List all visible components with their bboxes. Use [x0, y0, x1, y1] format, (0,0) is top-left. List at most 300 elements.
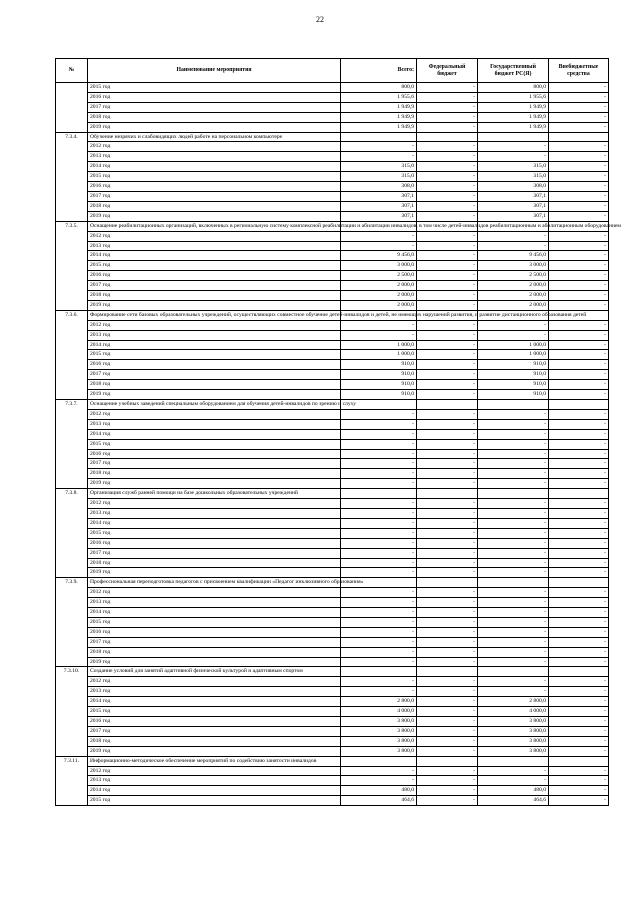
- section-title-row: [56, 132, 609, 142]
- federal-cell: -: [417, 350, 478, 360]
- extra-cell: -: [549, 786, 609, 796]
- empty-cell: [478, 667, 549, 677]
- total-cell: 2 500,0: [341, 271, 417, 281]
- table-row: [56, 320, 609, 330]
- table-row: [56, 469, 609, 479]
- total-cell: 1 955,6: [341, 92, 417, 102]
- total-cell: -: [341, 330, 417, 340]
- header-extra: Внебюджетные средства: [549, 59, 609, 83]
- federal-cell: -: [417, 271, 478, 281]
- extra-cell: -: [549, 499, 609, 509]
- section-code: 7.3.10.: [56, 667, 88, 756]
- federal-cell: -: [417, 330, 478, 340]
- empty-cell: [417, 578, 478, 588]
- state-cell: -: [478, 469, 549, 479]
- table-row: [56, 627, 609, 637]
- state-cell: 9 456,0: [478, 251, 549, 261]
- table-row: [56, 459, 609, 469]
- federal-cell: -: [417, 211, 478, 221]
- table-row: [56, 281, 609, 291]
- year-cell: 2019 год: [88, 746, 341, 756]
- total-cell: 307,1: [341, 201, 417, 211]
- extra-cell: -: [549, 271, 609, 281]
- total-cell: -: [341, 320, 417, 330]
- state-cell: 307,1: [478, 191, 549, 201]
- year-cell: 2016 год: [88, 717, 341, 727]
- table-row: [56, 231, 609, 241]
- section-title: Создание условий для занятий адаптивной физической культурой и адаптивным спортом: [88, 667, 341, 677]
- year-cell: 2014 год: [88, 697, 341, 707]
- year-cell: 2012 год: [88, 231, 341, 241]
- table-row: [56, 657, 609, 667]
- year-cell: 2019 год: [88, 211, 341, 221]
- year-cell: 2015 год: [88, 83, 341, 93]
- state-cell: -: [478, 459, 549, 469]
- federal-cell: -: [417, 251, 478, 261]
- federal-cell: -: [417, 608, 478, 618]
- state-cell: -: [478, 776, 549, 786]
- table-row: [56, 717, 609, 727]
- extra-cell: -: [549, 647, 609, 657]
- table-row: [56, 568, 609, 578]
- state-cell: -: [478, 766, 549, 776]
- state-cell: -: [478, 647, 549, 657]
- table-row: [56, 300, 609, 310]
- table-row: [56, 182, 609, 192]
- extra-cell: -: [549, 320, 609, 330]
- empty-cell: [417, 489, 478, 499]
- table-row: [56, 707, 609, 717]
- table-row: [56, 162, 609, 172]
- state-cell: 910,0: [478, 360, 549, 370]
- total-cell: 4 000,0: [341, 707, 417, 717]
- section-title: Обучение незрячих и слабовидящих людей работе на персональном компьютере: [88, 132, 341, 142]
- total-cell: 910,0: [341, 360, 417, 370]
- total-cell: 2 000,0: [341, 300, 417, 310]
- table-row: [56, 122, 609, 132]
- total-cell: -: [341, 568, 417, 578]
- state-cell: 1 949,9: [478, 122, 549, 132]
- total-cell: 910,0: [341, 390, 417, 400]
- state-cell: -: [478, 608, 549, 618]
- table-row: [56, 776, 609, 786]
- state-cell: 308,0: [478, 182, 549, 192]
- state-cell: -: [478, 241, 549, 251]
- table-row: [56, 83, 609, 93]
- total-cell: -: [341, 469, 417, 479]
- total-cell: -: [341, 409, 417, 419]
- extra-cell: -: [549, 429, 609, 439]
- federal-cell: -: [417, 182, 478, 192]
- year-cell: 2016 год: [88, 627, 341, 637]
- empty-cell: [549, 756, 609, 766]
- extra-cell: -: [549, 776, 609, 786]
- extra-cell: -: [549, 627, 609, 637]
- extra-cell: -: [549, 459, 609, 469]
- section-title-row: [56, 489, 609, 499]
- state-cell: -: [478, 637, 549, 647]
- total-cell: -: [341, 449, 417, 459]
- state-cell: -: [478, 568, 549, 578]
- extra-cell: -: [549, 449, 609, 459]
- table-row: [56, 172, 609, 182]
- extra-cell: -: [549, 360, 609, 370]
- federal-cell: -: [417, 92, 478, 102]
- section-title-row: [56, 756, 609, 766]
- table-row: [56, 370, 609, 380]
- total-cell: 9 456,0: [341, 251, 417, 261]
- federal-cell: -: [417, 687, 478, 697]
- federal-cell: -: [417, 122, 478, 132]
- federal-cell: -: [417, 449, 478, 459]
- extra-cell: -: [549, 558, 609, 568]
- year-cell: 2017 год: [88, 281, 341, 291]
- extra-cell: -: [549, 469, 609, 479]
- total-cell: -: [341, 588, 417, 598]
- state-cell: -: [478, 627, 549, 637]
- state-cell: -: [478, 538, 549, 548]
- empty-cell: [478, 756, 549, 766]
- table-row: [56, 429, 609, 439]
- total-cell: -: [341, 558, 417, 568]
- federal-cell: -: [417, 558, 478, 568]
- table-row: [56, 350, 609, 360]
- year-cell: 2015 год: [88, 617, 341, 627]
- table-row: [56, 340, 609, 350]
- table-row: [56, 142, 609, 152]
- state-cell: 4 000,0: [478, 707, 549, 717]
- year-cell: 2018 год: [88, 201, 341, 211]
- federal-cell: -: [417, 360, 478, 370]
- total-cell: -: [341, 538, 417, 548]
- extra-cell: -: [549, 508, 609, 518]
- section-title-row: [56, 221, 609, 231]
- section-code: 7.3.9.: [56, 578, 88, 667]
- year-cell: 2018 год: [88, 469, 341, 479]
- table-row: [56, 360, 609, 370]
- year-cell: 2018 год: [88, 736, 341, 746]
- extra-cell: -: [549, 211, 609, 221]
- total-cell: 1 949,9: [341, 112, 417, 122]
- table-row: [56, 538, 609, 548]
- federal-cell: -: [417, 83, 478, 93]
- federal-cell: -: [417, 172, 478, 182]
- year-cell: 2019 год: [88, 568, 341, 578]
- extra-cell: -: [549, 598, 609, 608]
- table-row: [56, 439, 609, 449]
- extra-cell: -: [549, 538, 609, 548]
- federal-cell: -: [417, 697, 478, 707]
- table-row: [56, 409, 609, 419]
- total-cell: 1 949,9: [341, 102, 417, 112]
- state-cell: -: [478, 677, 549, 687]
- section-code: [56, 83, 88, 133]
- federal-cell: -: [417, 717, 478, 727]
- year-cell: 2016 год: [88, 538, 341, 548]
- table-row: [56, 390, 609, 400]
- extra-cell: -: [549, 201, 609, 211]
- federal-cell: -: [417, 112, 478, 122]
- extra-cell: -: [549, 687, 609, 697]
- federal-cell: -: [417, 231, 478, 241]
- state-cell: -: [478, 142, 549, 152]
- extra-cell: -: [549, 142, 609, 152]
- federal-cell: -: [417, 508, 478, 518]
- empty-cell: [341, 132, 417, 142]
- empty-cell: [478, 400, 549, 410]
- page-number: 22: [316, 15, 324, 24]
- extra-cell: -: [549, 528, 609, 538]
- extra-cell: -: [549, 736, 609, 746]
- year-cell: 2012 год: [88, 499, 341, 509]
- state-cell: 910,0: [478, 370, 549, 380]
- extra-cell: -: [549, 291, 609, 301]
- federal-cell: -: [417, 707, 478, 717]
- year-cell: 2016 год: [88, 182, 341, 192]
- total-cell: -: [341, 459, 417, 469]
- federal-cell: -: [417, 142, 478, 152]
- total-cell: -: [341, 479, 417, 489]
- federal-cell: -: [417, 419, 478, 429]
- federal-cell: -: [417, 538, 478, 548]
- state-cell: 1 000,0: [478, 350, 549, 360]
- table-row: [56, 211, 609, 221]
- state-cell: 307,1: [478, 211, 549, 221]
- empty-cell: [341, 756, 417, 766]
- state-cell: -: [478, 330, 549, 340]
- total-cell: 3 000,0: [341, 261, 417, 271]
- total-cell: 315,0: [341, 172, 417, 182]
- year-cell: 2012 год: [88, 409, 341, 419]
- total-cell: -: [341, 499, 417, 509]
- year-cell: 2014 год: [88, 162, 341, 172]
- year-cell: 2014 год: [88, 429, 341, 439]
- table-row: [56, 479, 609, 489]
- federal-cell: -: [417, 776, 478, 786]
- year-cell: 2013 год: [88, 241, 341, 251]
- state-cell: 464,6: [478, 796, 549, 806]
- state-cell: 1 955,6: [478, 92, 549, 102]
- extra-cell: -: [549, 370, 609, 380]
- extra-cell: -: [549, 152, 609, 162]
- extra-cell: -: [549, 746, 609, 756]
- federal-cell: -: [417, 548, 478, 558]
- year-cell: 2017 год: [88, 370, 341, 380]
- extra-cell: -: [549, 677, 609, 687]
- extra-cell: -: [549, 92, 609, 102]
- state-cell: -: [478, 598, 549, 608]
- table-row: [56, 637, 609, 647]
- total-cell: 480,0: [341, 786, 417, 796]
- extra-cell: -: [549, 717, 609, 727]
- extra-cell: -: [549, 241, 609, 251]
- table-row: [56, 548, 609, 558]
- year-cell: 2017 год: [88, 459, 341, 469]
- empty-cell: [478, 489, 549, 499]
- year-cell: 2017 год: [88, 548, 341, 558]
- empty-cell: [341, 667, 417, 677]
- total-cell: 800,0: [341, 83, 417, 93]
- federal-cell: -: [417, 380, 478, 390]
- empty-cell: [549, 132, 609, 142]
- federal-cell: -: [417, 429, 478, 439]
- header-federal: Федеральный бюджет: [417, 59, 478, 83]
- total-cell: -: [341, 647, 417, 657]
- table-row: [56, 726, 609, 736]
- year-cell: 2019 год: [88, 122, 341, 132]
- table-row: [56, 92, 609, 102]
- table-row: [56, 449, 609, 459]
- extra-cell: -: [549, 231, 609, 241]
- year-cell: 2013 год: [88, 152, 341, 162]
- total-cell: 2 000,0: [341, 281, 417, 291]
- table-row: [56, 528, 609, 538]
- state-cell: -: [478, 558, 549, 568]
- year-cell: 2015 год: [88, 439, 341, 449]
- table-row: [56, 330, 609, 340]
- section-title-row: [56, 578, 609, 588]
- empty-cell: [417, 132, 478, 142]
- state-cell: 307,1: [478, 201, 549, 211]
- extra-cell: -: [549, 796, 609, 806]
- total-cell: 308,0: [341, 182, 417, 192]
- year-cell: 2017 год: [88, 191, 341, 201]
- total-cell: -: [341, 429, 417, 439]
- section-title-row: [56, 310, 609, 320]
- extra-cell: -: [549, 122, 609, 132]
- federal-cell: -: [417, 647, 478, 657]
- table-row: [56, 736, 609, 746]
- header-number: №: [56, 59, 88, 83]
- state-cell: -: [478, 152, 549, 162]
- year-cell: 2014 год: [88, 251, 341, 261]
- empty-cell: [341, 489, 417, 499]
- state-cell: -: [478, 429, 549, 439]
- state-cell: -: [478, 479, 549, 489]
- state-cell: -: [478, 518, 549, 528]
- year-cell: 2017 год: [88, 637, 341, 647]
- state-cell: -: [478, 588, 549, 598]
- federal-cell: -: [417, 528, 478, 538]
- federal-cell: -: [417, 241, 478, 251]
- state-cell: -: [478, 657, 549, 667]
- table-row: [56, 261, 609, 271]
- total-cell: -: [341, 142, 417, 152]
- total-cell: -: [341, 766, 417, 776]
- year-cell: 2015 год: [88, 528, 341, 538]
- header-activity: Наименование мероприятия: [88, 59, 341, 83]
- year-cell: 2015 год: [88, 261, 341, 271]
- year-cell: 2013 год: [88, 419, 341, 429]
- year-cell: 2012 год: [88, 320, 341, 330]
- extra-cell: -: [549, 608, 609, 618]
- extra-cell: -: [549, 350, 609, 360]
- table-row: [56, 766, 609, 776]
- section-title: Оснащение реабилитационных организаций, включенных в региональную систему комплексной реабилитации и абилитации инвалидов, в том числе детей-инвалидов реабилитационным и абилитационным оборудованием: [88, 221, 341, 231]
- year-cell: 2018 год: [88, 558, 341, 568]
- federal-cell: -: [417, 439, 478, 449]
- state-cell: 910,0: [478, 380, 549, 390]
- year-cell: 2014 год: [88, 518, 341, 528]
- total-cell: -: [341, 687, 417, 697]
- year-cell: 2016 год: [88, 360, 341, 370]
- state-cell: 800,0: [478, 83, 549, 93]
- year-cell: 2014 год: [88, 608, 341, 618]
- year-cell: 2018 год: [88, 112, 341, 122]
- federal-cell: -: [417, 291, 478, 301]
- total-cell: -: [341, 419, 417, 429]
- federal-cell: -: [417, 766, 478, 776]
- state-cell: -: [478, 231, 549, 241]
- total-cell: -: [341, 152, 417, 162]
- total-cell: -: [341, 241, 417, 251]
- year-cell: 2018 год: [88, 380, 341, 390]
- year-cell: 2016 год: [88, 449, 341, 459]
- state-cell: -: [478, 439, 549, 449]
- state-cell: 1 949,9: [478, 102, 549, 112]
- empty-cell: [417, 756, 478, 766]
- table-row: [56, 647, 609, 657]
- year-cell: 2018 год: [88, 291, 341, 301]
- federal-cell: -: [417, 726, 478, 736]
- section-title: Организация служб ранней помощи на базе дошкольных образовательных учреждений: [88, 489, 341, 499]
- table-row: [56, 419, 609, 429]
- year-cell: 2015 год: [88, 707, 341, 717]
- table-row: [56, 687, 609, 697]
- table-row: [56, 251, 609, 261]
- year-cell: 2012 год: [88, 142, 341, 152]
- year-cell: 2012 год: [88, 766, 341, 776]
- total-cell: -: [341, 508, 417, 518]
- table-row: [56, 102, 609, 112]
- federal-cell: -: [417, 657, 478, 667]
- table-row: [56, 152, 609, 162]
- total-cell: 1 949,9: [341, 122, 417, 132]
- section-title: Информационно-методическое обеспечение мероприятий по содействию занятости инвалидов: [88, 756, 341, 766]
- state-cell: -: [478, 320, 549, 330]
- federal-cell: -: [417, 627, 478, 637]
- state-cell: 3 800,0: [478, 746, 549, 756]
- year-cell: 2017 год: [88, 102, 341, 112]
- state-cell: -: [478, 617, 549, 627]
- total-cell: 3 800,0: [341, 717, 417, 727]
- total-cell: -: [341, 617, 417, 627]
- state-cell: 1 000,0: [478, 340, 549, 350]
- federal-cell: -: [417, 786, 478, 796]
- state-cell: 2 500,0: [478, 271, 549, 281]
- year-cell: 2013 год: [88, 508, 341, 518]
- year-cell: 2013 год: [88, 598, 341, 608]
- extra-cell: -: [549, 172, 609, 182]
- extra-cell: -: [549, 300, 609, 310]
- extra-cell: -: [549, 419, 609, 429]
- year-cell: 2018 год: [88, 647, 341, 657]
- state-cell: 315,0: [478, 172, 549, 182]
- federal-cell: -: [417, 568, 478, 578]
- state-cell: -: [478, 499, 549, 509]
- total-cell: 1 000,0: [341, 350, 417, 360]
- table-row: [56, 380, 609, 390]
- table-row: [56, 558, 609, 568]
- empty-cell: [549, 400, 609, 410]
- empty-cell: [478, 578, 549, 588]
- state-cell: 3 000,0: [478, 261, 549, 271]
- empty-cell: [417, 400, 478, 410]
- extra-cell: -: [549, 637, 609, 647]
- extra-cell: -: [549, 330, 609, 340]
- total-cell: -: [341, 598, 417, 608]
- federal-cell: -: [417, 499, 478, 509]
